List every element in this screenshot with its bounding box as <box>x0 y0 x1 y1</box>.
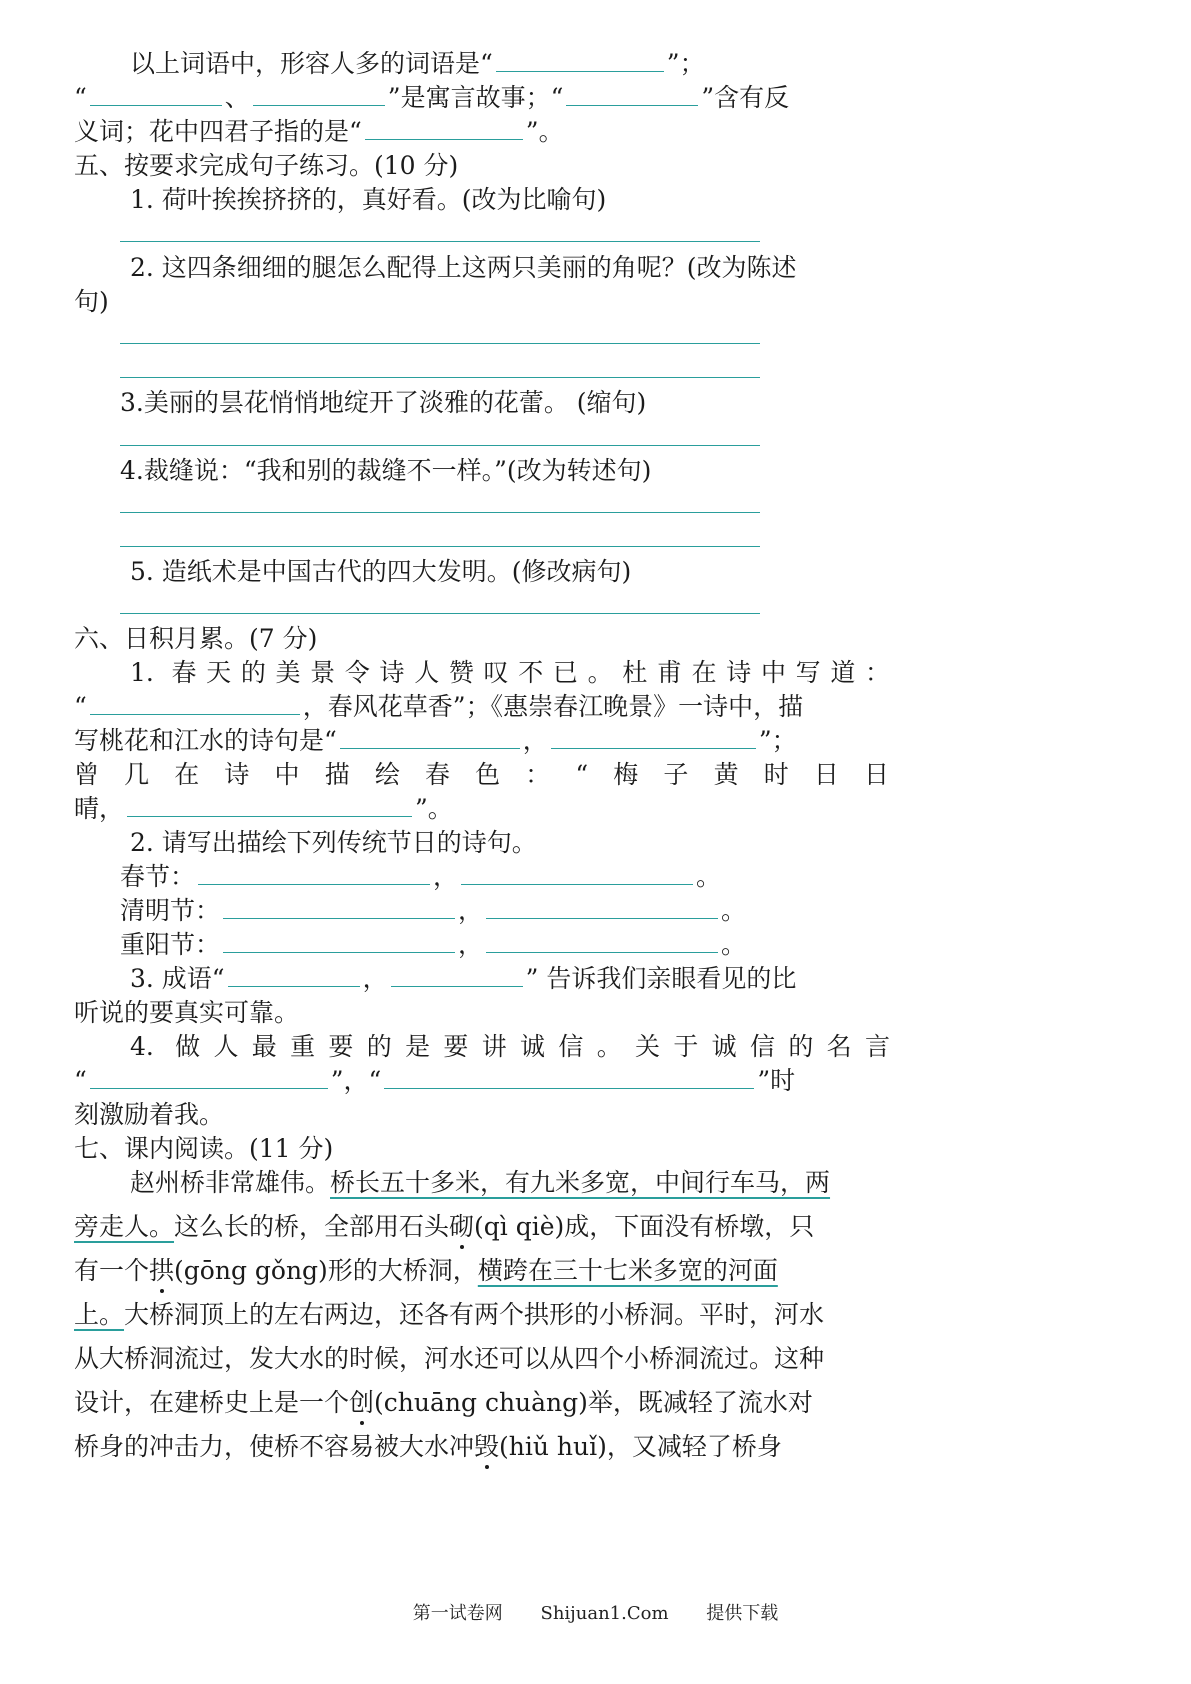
text: 重阳节： <box>120 930 221 959</box>
answer-line[interactable] <box>120 377 760 378</box>
s5-question-4: 4.裁缝说：“我和别的裁缝不一样。”(改为转述句) <box>120 456 652 485</box>
s6-question-1-line-3 <box>74 723 889 759</box>
text: 春节： <box>120 862 196 891</box>
text: 。 <box>696 862 722 891</box>
s5-question-2: 2. 这四条细细的腿怎么配得上这两只美丽的角呢？(改为陈述 <box>130 253 797 282</box>
answer-line[interactable] <box>120 512 760 513</box>
text: 大桥洞顶上的左右两边，还各有两个拱形的小桥洞。平时，河水 <box>124 1300 825 1329</box>
answer-line[interactable] <box>120 546 760 547</box>
s5-question-1: 1. 荷叶挨挨挤挤的，真好看。(改为比喻句) <box>130 185 607 214</box>
text: ”。 <box>415 794 453 823</box>
text: ， <box>458 930 484 959</box>
text: 。 <box>721 896 747 925</box>
reading-line-7 <box>74 1429 889 1465</box>
answer-blank[interactable] <box>384 1066 754 1089</box>
festival-spring <box>120 859 935 895</box>
underlined-sentence: 上。 <box>74 1300 125 1329</box>
answer-line[interactable] <box>120 241 760 242</box>
answer-blank[interactable] <box>486 930 718 953</box>
text: (hiǔ huǐ)，又减轻了桥身 <box>499 1432 782 1461</box>
reading-line-3 <box>74 1253 889 1289</box>
underlined-sentence: 旁走人。 <box>74 1212 175 1241</box>
text: 桥身的冲击力，使桥不容易被大水冲 <box>74 1432 475 1461</box>
text: ， <box>362 964 388 993</box>
answer-blank[interactable] <box>496 49 664 72</box>
s6-question-2: 2. 请写出描绘下列传统节日的诗句。 <box>130 828 537 857</box>
s6-question-4-line-1: 4. 做人最重要的是要讲诚信。关于诚信的名言 <box>130 1032 890 1061</box>
answer-blank[interactable] <box>198 862 430 885</box>
text: 设计，在建桥史上是一个 <box>74 1388 350 1417</box>
page-footer <box>0 1599 1191 1625</box>
text: ”时 <box>757 1066 796 1095</box>
festival-chongyang <box>120 927 935 963</box>
text: ”，“ <box>330 1066 382 1095</box>
text: 赵州桥非常雄伟。 <box>130 1168 331 1197</box>
answer-blank[interactable] <box>223 930 455 953</box>
text: ， <box>458 896 484 925</box>
s5-question-2-cont: 句) <box>74 287 109 316</box>
dotted-character: 创 <box>349 1388 375 1417</box>
s6-question-1-line-5 <box>74 791 889 827</box>
answer-blank[interactable] <box>127 794 412 817</box>
footer-domain[interactable]: Shijuan1.Com <box>540 1603 669 1624</box>
answer-blank[interactable] <box>90 692 300 715</box>
s6-question-3 <box>130 961 945 997</box>
reading-line-1 <box>130 1165 945 1201</box>
reading-line-6 <box>74 1385 889 1421</box>
s6-question-3-cont: 听说的要真实可靠。 <box>74 998 300 1027</box>
dotted-character: 砌 <box>449 1212 475 1241</box>
text: 义词；花中四君子指的是“ <box>74 117 362 146</box>
text: 晴， <box>74 794 125 823</box>
text: 以上词语中，形容人多的词语是“ <box>130 49 493 78</box>
underlined-sentence: 横跨在三十七米多宽的河面 <box>477 1256 778 1285</box>
section-7-title: 七、课内阅读。(11 分) <box>74 1134 334 1163</box>
answer-blank[interactable] <box>551 726 756 749</box>
footer-note: 提供下载 <box>706 1603 779 1624</box>
answer-blank[interactable] <box>228 964 360 987</box>
text: “ <box>74 1066 87 1095</box>
festival-qingming <box>120 893 935 929</box>
answer-blank[interactable] <box>461 862 693 885</box>
text: “ <box>74 83 87 112</box>
text: ”。 <box>525 117 564 146</box>
answer-blank[interactable] <box>365 117 523 140</box>
text: 有一个 <box>74 1256 150 1285</box>
text: “ <box>74 692 87 721</box>
text: (chuāng chuàng)举，既减轻了流水对 <box>374 1388 813 1417</box>
s6-question-4-line-2 <box>74 1063 889 1099</box>
text: ， <box>433 862 459 891</box>
text: 这么长的桥，全部用石头 <box>174 1212 450 1241</box>
text: (qì qiè)成，下面没有桥墩，只 <box>474 1212 815 1241</box>
section-6-title: 六、日积月累。(7 分) <box>74 624 318 653</box>
answer-blank[interactable] <box>486 896 718 919</box>
answer-line[interactable] <box>120 445 760 446</box>
s6-question-4-line-3: 刻激励着我。 <box>74 1100 225 1129</box>
idiom-question-line-2 <box>74 80 889 116</box>
reading-line-2 <box>74 1209 889 1245</box>
answer-blank[interactable] <box>90 83 222 106</box>
s6-question-1-line-4: 曾几在诗中描绘春色：“梅子黄时日日 <box>74 760 889 789</box>
s5-question-3: 3.美丽的昙花悄悄地绽开了淡雅的花蕾。 (缩句) <box>120 388 647 417</box>
text: 清明节： <box>120 896 221 925</box>
answer-line[interactable] <box>120 343 760 344</box>
answer-line[interactable] <box>120 613 760 614</box>
section-5-title: 五、按要求完成句子练习。(10 分) <box>74 151 459 180</box>
text: ”含有反 <box>701 83 790 112</box>
answer-blank[interactable] <box>566 83 698 106</box>
answer-blank[interactable] <box>253 83 385 106</box>
text: ”； <box>758 726 797 755</box>
text: 。 <box>721 930 747 959</box>
text: ， <box>522 726 548 755</box>
text: ”； <box>666 49 705 78</box>
text: 写桃花和江水的诗句是“ <box>74 726 337 755</box>
answer-blank[interactable] <box>340 726 520 749</box>
underlined-sentence: 桥长五十多米，有九米多宽，中间行车马，两 <box>330 1168 831 1197</box>
dotted-character: 拱 <box>149 1256 175 1285</box>
s6-question-1-line-2 <box>74 689 889 725</box>
text: ”是寓言故事；“ <box>387 83 564 112</box>
text: 3. 成语“ <box>130 964 225 993</box>
dotted-character: 毁 <box>474 1432 500 1461</box>
answer-blank[interactable] <box>223 896 455 919</box>
reading-line-4 <box>74 1297 889 1333</box>
text: (gōng gǒng)形的大桥洞， <box>174 1256 478 1285</box>
text: 、 <box>224 83 250 112</box>
idiom-question-line-3 <box>74 114 889 150</box>
footer-site: 第一试卷网 <box>412 1603 503 1624</box>
answer-blank[interactable] <box>391 964 523 987</box>
reading-line-5: 从大桥洞流过，发大水的时候，河水还可以从四个小桥洞流过。这种 <box>74 1344 825 1373</box>
answer-blank[interactable] <box>90 1066 328 1089</box>
text: ” 告诉我们亲眼看见的比 <box>525 964 797 993</box>
idiom-question-line-1 <box>130 46 945 82</box>
s5-question-5: 5. 造纸术是中国古代的四大发明。(修改病句) <box>130 557 632 586</box>
text: ，春风花草香”；《惠崇春江晚景》一诗中，描 <box>302 692 804 721</box>
s6-question-1-line-1: 1. 春天的美景令诗人赞叹不已。杜甫在诗中写道： <box>130 658 890 687</box>
